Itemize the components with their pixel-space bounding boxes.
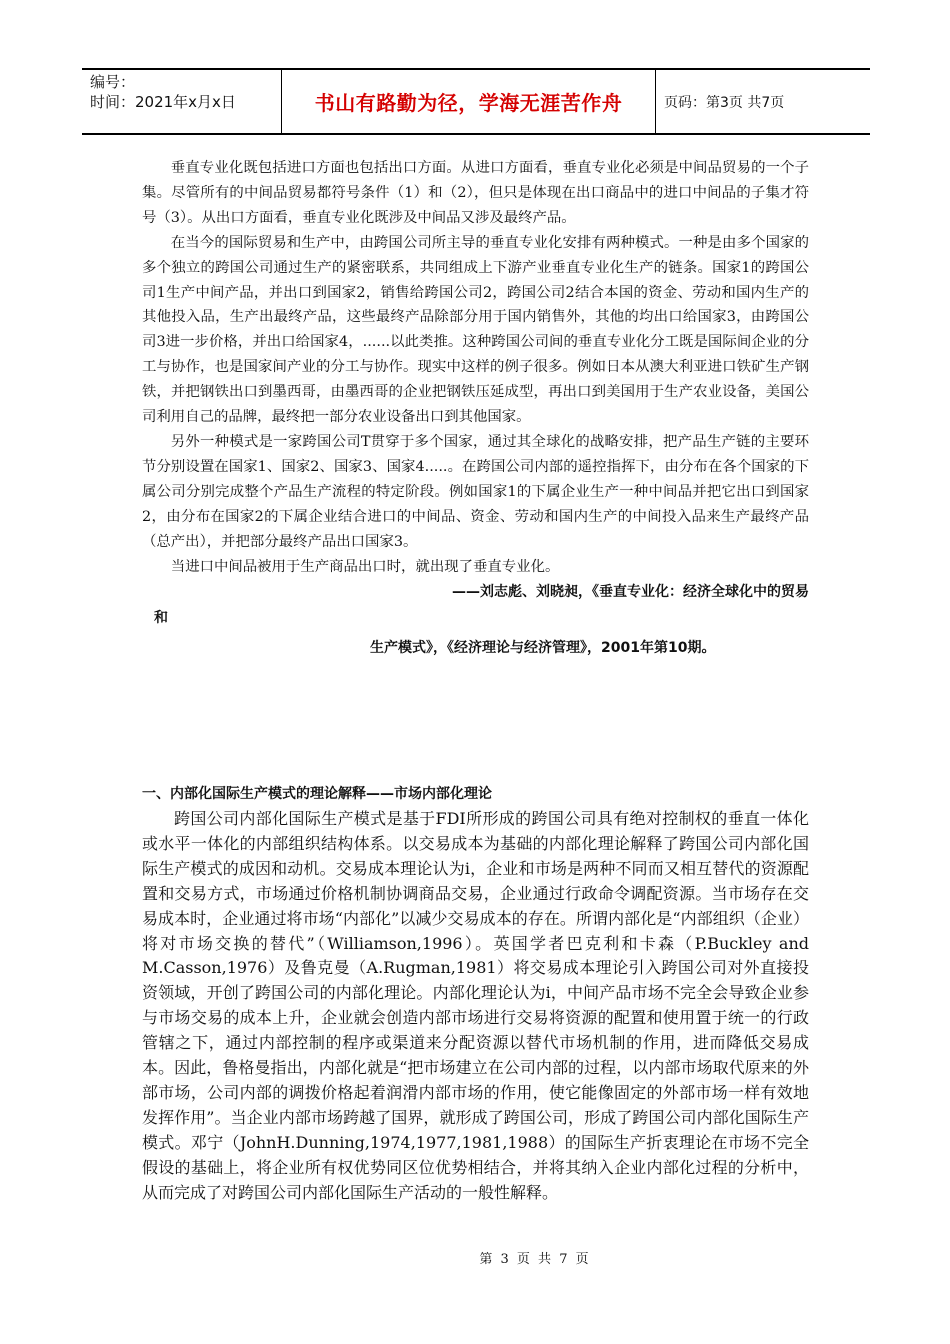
footer-page-number: 第 3 页 共 7 页 (479, 1252, 591, 1267)
paragraph-2: 在当今的国际贸易和生产中，由跨国公司所主导的垂直专业化安排有两种模式。一种是由多个国家的多个独立的跨国公司通过生产的紧密联系，共同组成上下游产业垂直专业化生产的链条。国家1的跨国公司1生产中间产品，并出口到国家2，销售给跨国公司2，跨国公司2结合本国的资金、劳动和国内生产的其他投入品，生产出最终产品，这些最终产品除部分用于国内销售外，其他的均出口给国家3，由跨国公司3进一步价格，并出口给国家4，......以此类推。这种跨国公司间的垂直专业化分工既是国际间企业的分工与协作，也是国家间产业的分工与协作。现实中这样的例子很多。例如日本从澳大利亚进口铁矿生产钢铁，并把钢铁出口到墨西哥，由墨西哥的企业把钢铁压延成型，再出口到美国用于生产农业设备，美国公司利用自己的品牌，最终把一部分农业设备出口到其他国家。 (142, 234, 809, 426)
citation-line-3: 生产模式》，《经济理论与经济管理》，2001年第10期。 (370, 640, 716, 657)
page-code: 页码：第3页 共7页 (664, 94, 785, 111)
section-1 (142, 782, 809, 1206)
paragraph-4: 当进口中间品被用于生产商品出口时，就出现了垂直专业化。 (170, 558, 560, 575)
header-meta (82, 70, 282, 133)
paragraph-3: 另外一种模式是一家跨国公司T贯穿于多个国家，通过其全球化的战略安排，把产品生产链的主要环节分别设置在国家1、国家2、国家3、国家4.....。在跨国公司内部的遥控指挥下，由分布在各个国家的下属公司分别完成整个产品生产流程的特定阶段。例如国家1的下属企业生产一种中间品并把它出口到国家2，由分布在国家2的下属企业结合进口的中间品、资金、劳动和国内生产的中间投入品来生产最终产品（总产出），并把部分最终产品出口国家3。 (142, 433, 809, 550)
citation-line-1: ——刘志彪、刘晓昶，《垂直专业化：经济全球化中的贸易 (452, 584, 809, 601)
paragraph-1: 垂直专业化既包括进口方面也包括出口方面。从进口方面看，垂直专业化必须是中间品贸易的一个子集。尽管所有的中间品贸易都符号条件（1）和（2），但只是体现在出口商品中的进口中间品的子集才符号（3）。从出口方面看，垂直专业化既涉及中间品又涉及最终产品。 (142, 160, 809, 226)
number-label: 编号： (90, 73, 136, 91)
motto: 书山有路勤为径，学海无涯苦作舟 (282, 70, 656, 133)
header-table (82, 68, 870, 135)
citation (142, 579, 809, 665)
page-footer (0, 1248, 950, 1267)
time-label: 时间：2021年x月x日 (90, 93, 236, 111)
section-title: 一、内部化国际生产模式的理论解释——市场内部化理论 (142, 786, 492, 802)
section-paragraph: 跨国公司内部化国际生产模式是基于FDI所形成的跨国公司具有绝对控制权的垂直一体化或水平一体化的内部组织结构体系。以交易成本为基础的内部化理论解释了跨国公司内部化国际生产模式的成因和动机。交易成本理论认为i，企业和市场是两种不同而又相互替代的资源配置和交易方式，市场通过价格机制协调商品交易，企业通过行政命令调配资源。当市场存在交易成本时，企业通过将市场“内部化”以减少交易成本的存在。所谓内部化是“内部组织（企业）将对市场交换的替代”（Williamson,1996）。英国学者巴克利和卡森（P.Buckley and M.Casson,1976）及鲁克曼（A.Rugman,1981）将交易成本理论引入跨国公司对外直接投资领域，开创了跨国公司的内部化理论。内部化理论认为i，中间产品市场不完全会导致企业参与市场交易的成本上升，企业就会创造内部市场进行交易将资源的配置和使用置于统一的行政管辖之下，通过内部控制的程序或渠道来分配资源以替代市场机制的作用，进而降低交易成本。因此，鲁格曼指出，内部化就是“把市场建立在公司内部的过程，以内部市场取代原来的外部市场，公司内部的调拨价格起着润滑内部市场的作用，使它能像固定的外部市场一样有效地发挥作用”。当企业内部市场跨越了国界，就形成了跨国公司，形成了跨国公司内部化国际生产模式。邓宁（JohnH.Dunning,1974,1977,1981,1988）的国际生产折衷理论在市场不完全假设的基础上，将企业所有权优势同区位优势相结合，并将其纳入企业内部化过程的分析中，从而完成了对跨国公司内部化国际生产活动的一般性解释。 (142, 809, 809, 1202)
article-body (142, 156, 809, 665)
citation-line-2: 和 (154, 610, 168, 627)
